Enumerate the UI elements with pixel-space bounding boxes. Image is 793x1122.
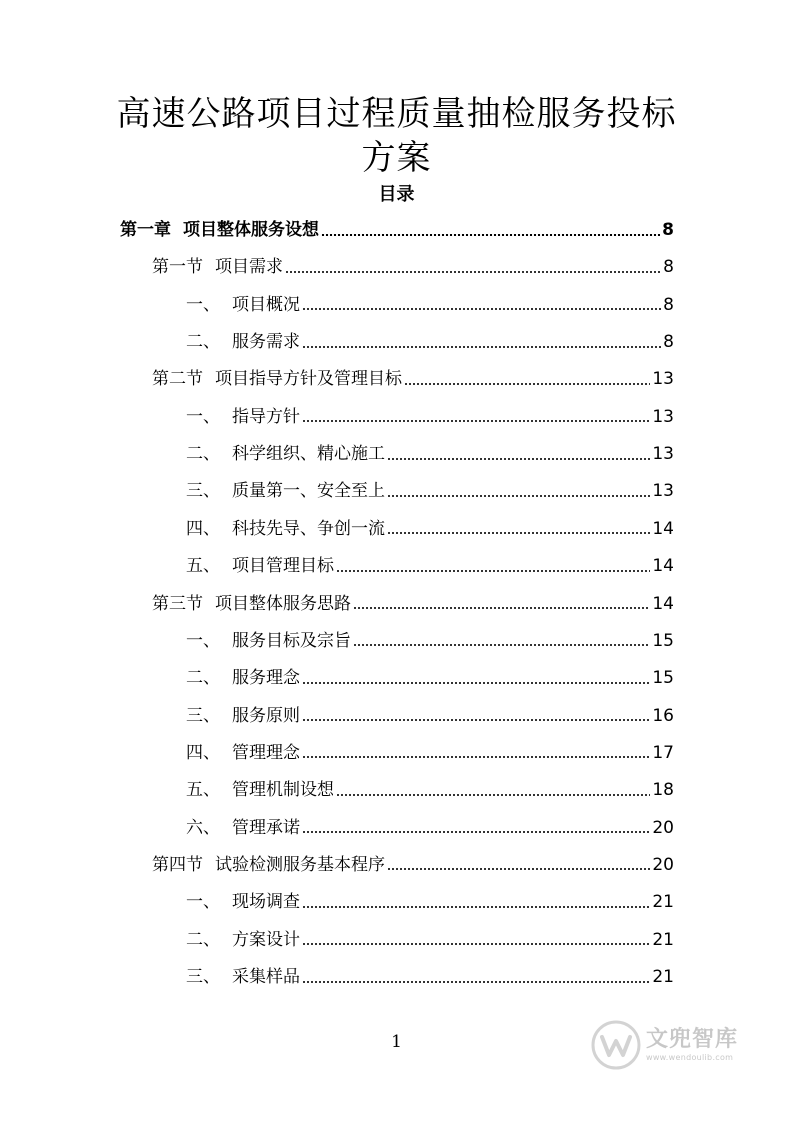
toc-entry-number: 一、: [186, 892, 220, 913]
toc-entry-number: 四、: [186, 742, 220, 763]
toc-entry-label: [186, 399, 300, 436]
toc-entry[interactable]: [186, 922, 674, 959]
toc-entry[interactable]: [186, 735, 674, 772]
toc-leader-dots: [404, 383, 650, 385]
toc-entry-page: 21: [652, 892, 674, 913]
toc-entry-page: 18: [652, 780, 674, 801]
toc-leader-dots: [353, 607, 650, 609]
toc-entry-number: 第四节: [152, 854, 203, 875]
toc-entry-label: [186, 698, 300, 735]
toc-leader-dots: [353, 644, 650, 646]
toc-entry-label: [186, 810, 300, 847]
toc-entry-title: 项目需求: [215, 257, 283, 278]
toc-leader-dots: [302, 346, 661, 348]
toc-entry-number: 三、: [186, 705, 220, 726]
toc-entry-title: 现场调查: [232, 892, 300, 913]
toc-leader-dots: [387, 495, 650, 497]
toc-leader-dots: [302, 981, 650, 983]
toc-entry-page: 13: [652, 481, 674, 502]
toc-entry-label: [186, 772, 334, 809]
toc-entry-label: [186, 287, 300, 324]
toc-entry-page: 15: [652, 668, 674, 689]
toc-heading: 目录: [378, 184, 415, 205]
toc-leader-dots: [302, 831, 650, 833]
toc-entry-page: 15: [652, 630, 674, 651]
toc-entry-number: 五、: [186, 556, 220, 577]
toc-entry[interactable]: [186, 810, 674, 847]
toc-entry[interactable]: [152, 586, 674, 623]
toc-entry[interactable]: [186, 772, 674, 809]
toc-entry-title: 管理机制设想: [232, 780, 334, 801]
toc-entry-label: [152, 249, 283, 286]
toc-entry-number: 五、: [186, 780, 220, 801]
toc-entry-number: 六、: [186, 817, 220, 838]
toc-leader-dots: [336, 570, 650, 572]
toc-entry-label: [186, 623, 351, 660]
toc-leader-dots: [387, 868, 650, 870]
toc-entry-number: 第一章: [120, 220, 171, 240]
toc-entry[interactable]: [152, 361, 674, 398]
toc-entry-label: [152, 361, 402, 398]
watermark: [590, 1016, 760, 1074]
toc-entry-number: 二、: [186, 668, 220, 689]
toc-leader-dots: [302, 756, 650, 758]
toc-leader-dots: [302, 420, 650, 422]
toc-entry-label: [186, 511, 385, 548]
toc-entry-title: 项目指导方针及管理目标: [215, 369, 402, 390]
toc-leader-dots: [302, 682, 650, 684]
toc-entry-label: [186, 548, 334, 585]
toc-entry-page: 14: [652, 518, 674, 539]
toc-entry[interactable]: [186, 548, 674, 585]
toc-entry-label: [186, 735, 300, 772]
toc-entry-page: 8: [663, 332, 674, 353]
toc-entry-title: 指导方针: [232, 406, 300, 427]
page-number: 1: [391, 1032, 402, 1052]
toc-entry[interactable]: [186, 623, 674, 660]
toc-entry-title: 服务原则: [232, 705, 300, 726]
toc-entry-number: 二、: [186, 929, 220, 950]
toc-entry-page: 20: [652, 854, 674, 875]
toc-entry-title: 管理理念: [232, 742, 300, 763]
toc-entry-title: 项目整体服务思路: [215, 593, 351, 614]
toc-entry[interactable]: [186, 473, 674, 510]
toc-entry-title: 科学组织、精心施工: [232, 444, 385, 465]
toc-leader-dots: [302, 906, 650, 908]
toc-leader-dots: [302, 943, 650, 945]
toc-entry-label: [186, 473, 385, 510]
toc-entry-page: 14: [652, 593, 674, 614]
toc-entry[interactable]: [186, 511, 674, 548]
toc-entry-label: [186, 324, 300, 361]
toc-leader-dots: [387, 458, 650, 460]
toc-entry-label: [152, 586, 351, 623]
toc-entry[interactable]: [186, 324, 674, 361]
toc-leader-dots: [285, 271, 661, 273]
toc-entry-title: 采集样品: [232, 967, 300, 987]
toc-entry[interactable]: [186, 436, 674, 473]
toc-entry-page: 8: [662, 220, 674, 240]
toc-entry-number: 一、: [186, 294, 220, 315]
toc-entry[interactable]: [186, 698, 674, 735]
toc-leader-dots: [302, 308, 661, 310]
toc-entry-page: 21: [652, 967, 674, 987]
toc-entry[interactable]: [186, 959, 674, 996]
toc-entry[interactable]: [186, 287, 674, 324]
toc-entry-page: 20: [652, 817, 674, 838]
toc-entry-label: [186, 884, 300, 921]
toc-entry-title: 项目管理目标: [232, 556, 334, 577]
toc-entry-number: 第三节: [152, 593, 203, 614]
toc-entry-label: [152, 847, 385, 884]
toc-entry-label: [186, 959, 300, 996]
toc-entry-title: 服务目标及宗旨: [232, 630, 351, 651]
toc-entry-number: 二、: [186, 444, 220, 465]
toc-entry-title: 管理承诺: [232, 817, 300, 838]
toc-entry-page: 13: [652, 444, 674, 465]
w-logo-icon: [590, 1019, 642, 1071]
toc-entry-page: 8: [663, 294, 674, 315]
toc-entry-title: 科技先导、争创一流: [232, 518, 385, 539]
toc-entry-page: 16: [652, 705, 674, 726]
toc-entry-number: 二、: [186, 332, 220, 353]
toc-entry-number: 第二节: [152, 369, 203, 390]
toc-entry-title: 服务需求: [232, 332, 300, 353]
toc-entry-number: 第一节: [152, 257, 203, 278]
toc-entry-page: 13: [652, 406, 674, 427]
toc-entry[interactable]: [186, 884, 674, 921]
toc-entry-page: 8: [663, 257, 674, 278]
toc-leader-dots: [387, 532, 650, 534]
toc-leader-dots: [336, 794, 650, 796]
toc-entry[interactable]: [120, 212, 674, 249]
toc-entry[interactable]: [152, 249, 674, 286]
toc-entry-number: 四、: [186, 518, 220, 539]
toc-entry-title: 质量第一、安全至上: [232, 481, 385, 502]
toc-entry-title: 试验检测服务基本程序: [215, 854, 385, 875]
toc-entry-title: 方案设计: [232, 929, 300, 950]
toc-entry-page: 21: [652, 929, 674, 950]
toc-entry-page: 17: [652, 742, 674, 763]
toc-entry-title: 项目整体服务设想: [183, 220, 319, 240]
toc-entry[interactable]: [186, 399, 674, 436]
watermark-name: 文兜智库: [646, 1027, 739, 1052]
toc-entry-label: [186, 660, 300, 697]
toc-entry-title: 服务理念: [232, 668, 300, 689]
toc-entry-label: [120, 212, 319, 249]
watermark-url: www.wendoulib.com: [646, 1053, 734, 1062]
toc-entry-number: 三、: [186, 481, 220, 502]
document-title: 高速公路项目过程质量抽检服务投标方案: [116, 94, 677, 178]
toc-leader-dots: [321, 234, 660, 236]
toc-leader-dots: [302, 719, 650, 721]
toc-entry-number: 一、: [186, 630, 220, 651]
toc-entry-title: 项目概况: [232, 294, 300, 315]
toc-entry-page: 13: [652, 369, 674, 390]
toc-entry[interactable]: [186, 660, 674, 697]
toc-entry-label: [186, 436, 385, 473]
toc-entry[interactable]: [152, 847, 674, 884]
toc-entry-page: 14: [652, 556, 674, 577]
toc-entry-label: [186, 922, 300, 959]
toc-entry-number: 三、: [186, 967, 220, 987]
toc-entry-number: 一、: [186, 406, 220, 427]
